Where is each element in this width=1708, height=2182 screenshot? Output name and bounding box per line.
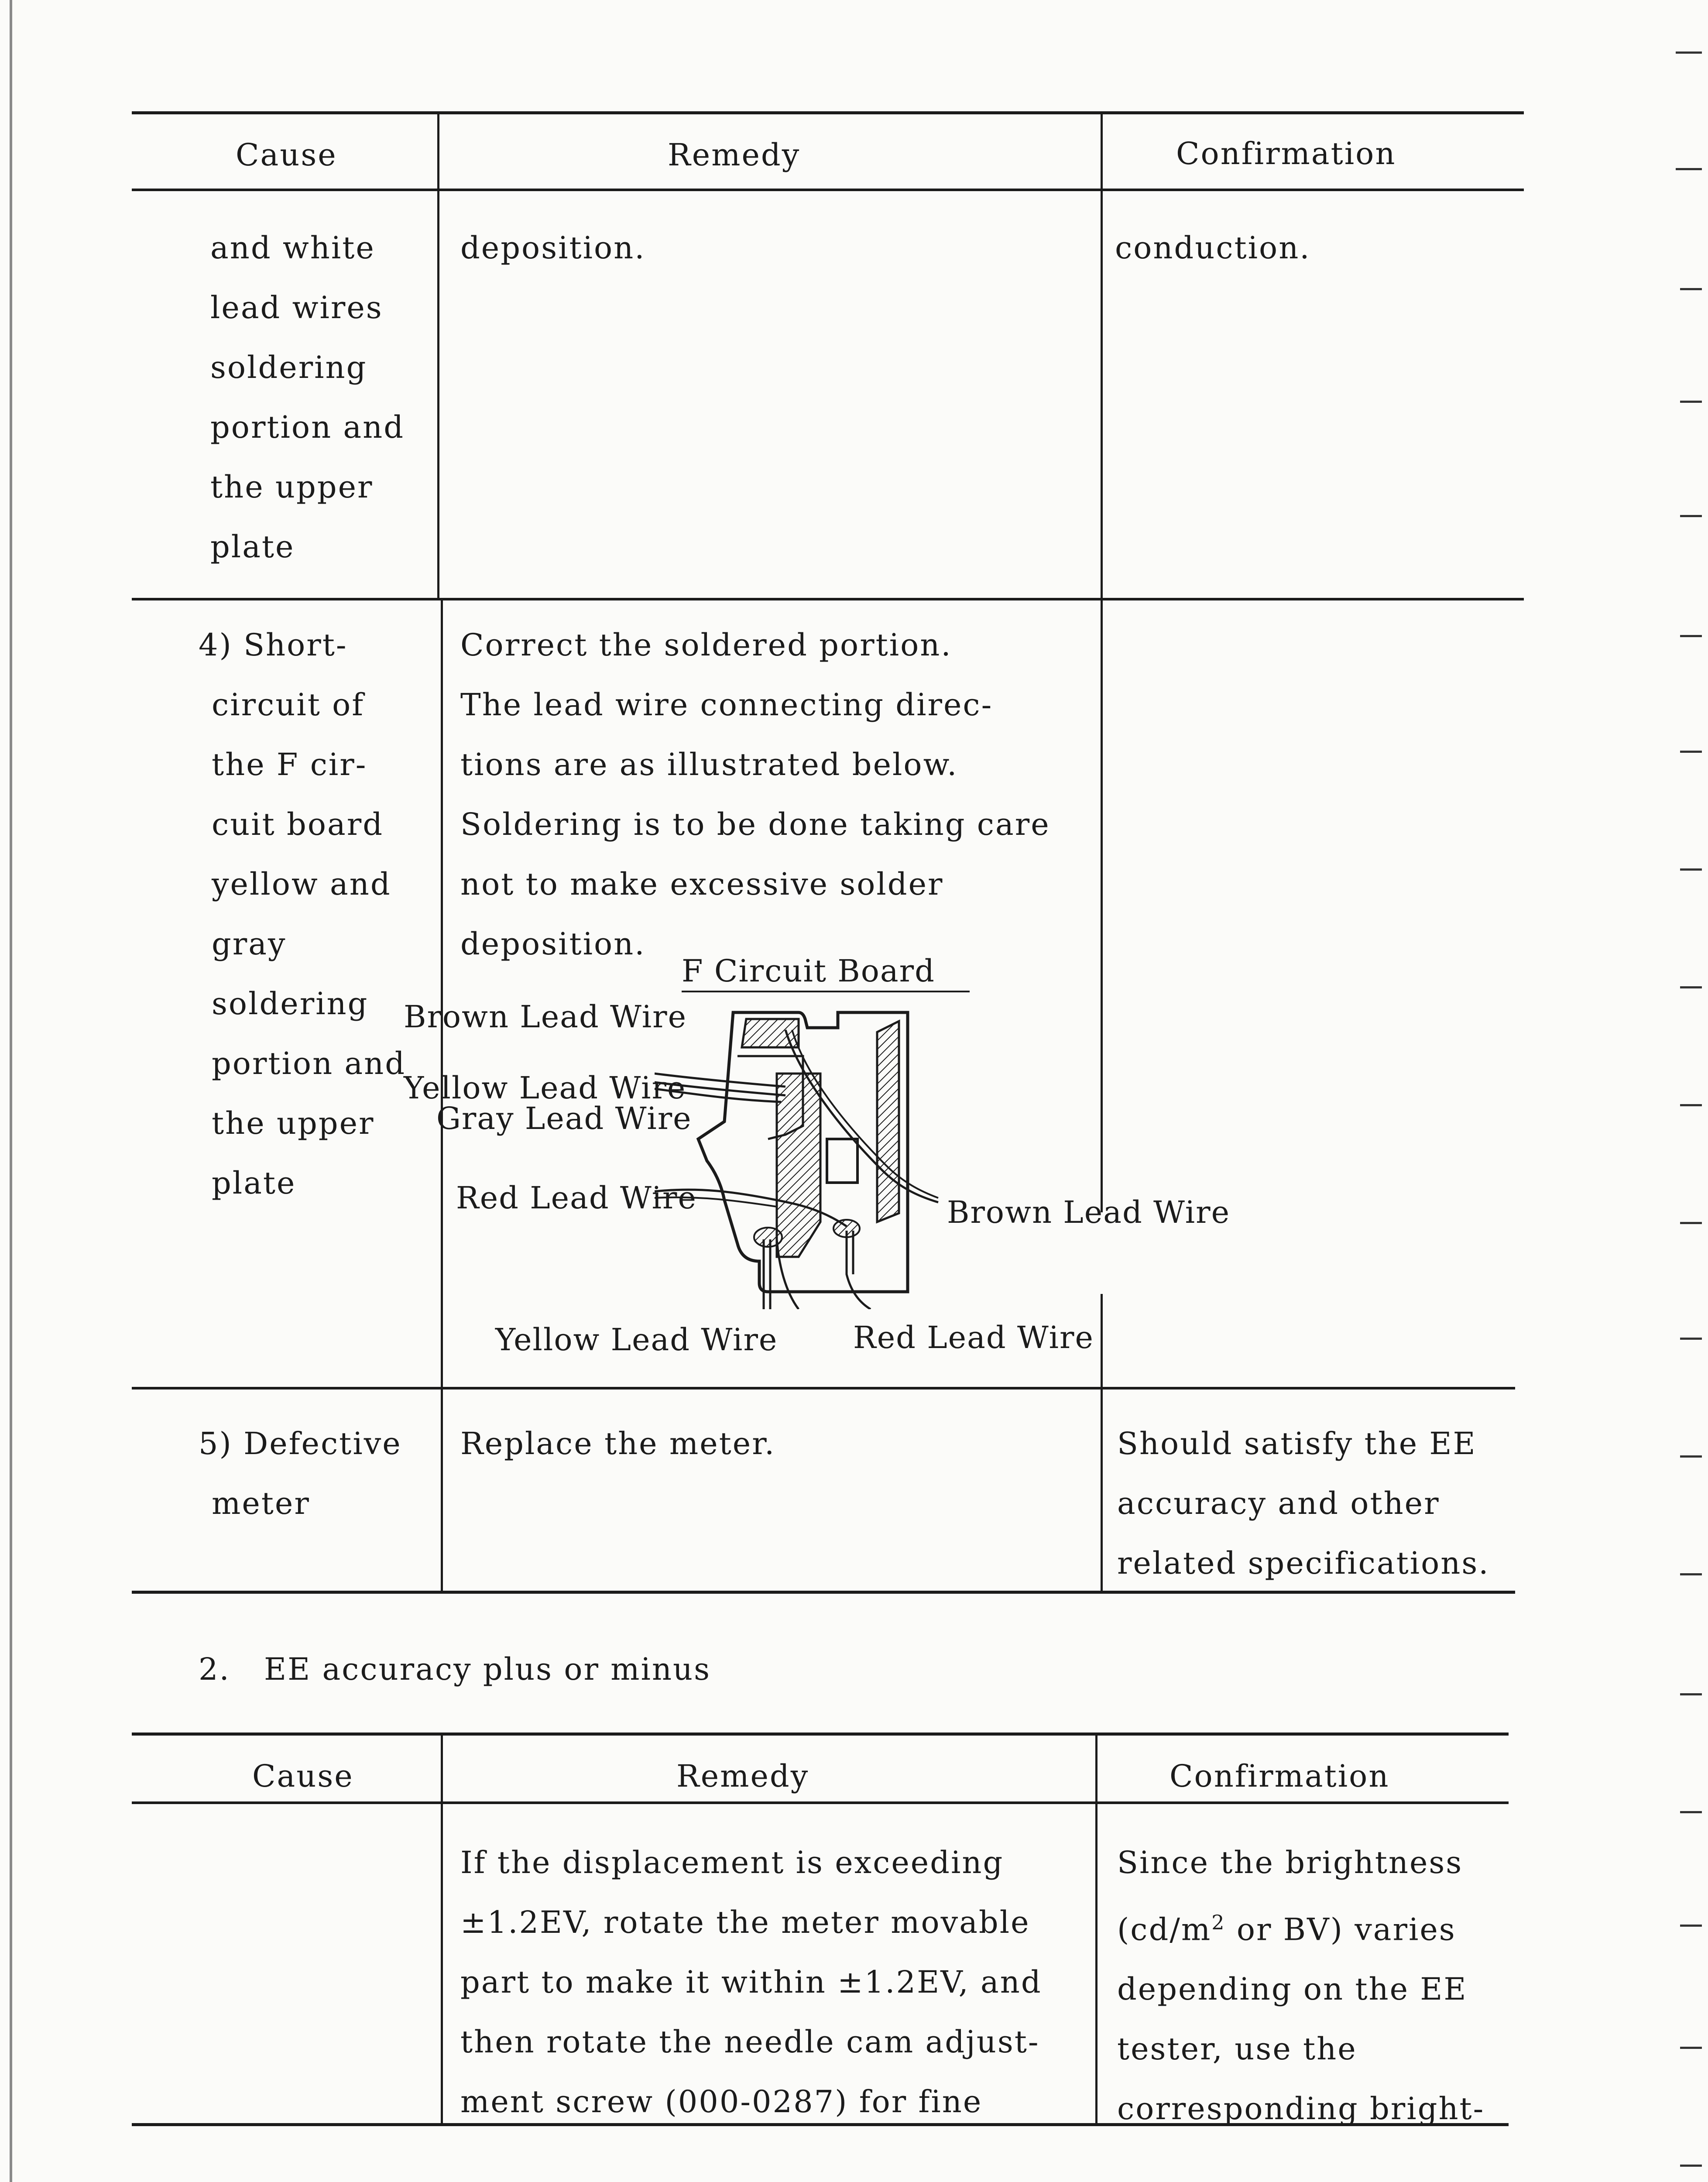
- remedy-line: tions are as illustrated below.: [460, 747, 958, 782]
- table-2-header-rule: [132, 1801, 1509, 1804]
- cause-line: the upper: [210, 469, 374, 505]
- confirmation-line: depending on the EE: [1117, 1971, 1468, 2007]
- table-1-row-rule: [132, 1387, 1515, 1389]
- table-1-col-rule: [437, 113, 439, 599]
- remedy-line: Soldering is to be done taking care: [460, 806, 1050, 842]
- scan-left-edge: [10, 0, 12, 2182]
- cause-line: plate: [212, 1165, 296, 1201]
- binding-mark: [1680, 1693, 1702, 1695]
- cause-line: soldering: [212, 986, 369, 1022]
- label-red-lead-wire-left: Red Lead Wire: [456, 1180, 697, 1216]
- confirmation-text: (cd/m: [1117, 1911, 1212, 1948]
- confirmation-line: accuracy and other: [1117, 1486, 1440, 1521]
- binding-mark: [1680, 515, 1702, 517]
- remedy-cell: [460, 615, 1050, 974]
- confirmation-cell: [1117, 1833, 1485, 2139]
- table-2-header-remedy: Remedy: [676, 1758, 809, 1794]
- cause-line: soldering: [210, 350, 367, 385]
- remedy-line: deposition.: [460, 230, 646, 266]
- cause-line: portion and: [210, 409, 405, 445]
- table-2-top-rule: [132, 1733, 1509, 1736]
- table-2-header-cause: Cause: [252, 1758, 354, 1794]
- confirmation-line: corresponding bright-: [1117, 2091, 1485, 2127]
- cause-line: lead wires: [210, 290, 383, 326]
- remedy-line: ment screw (000-0287) for fine: [460, 2084, 983, 2120]
- table-1-col-rule: [1101, 599, 1103, 1212]
- circuit-board-drawing: [655, 995, 960, 1309]
- binding-mark: [1680, 2047, 1702, 2049]
- remedy-line: The lead wire connecting direc-: [460, 687, 993, 723]
- confirmation-cell: [1115, 218, 1311, 278]
- confirmation-text: or BV) varies: [1225, 1911, 1456, 1948]
- binding-mark: [1680, 635, 1702, 637]
- confirmation-cell: [1117, 1414, 1490, 1593]
- binding-mark: [1680, 401, 1702, 403]
- label-yellow-lead-wire-left: Yellow Lead Wire: [404, 1070, 686, 1106]
- remedy-cell: [460, 1833, 1042, 2132]
- section-number: 2.: [199, 1651, 230, 1687]
- cause-line: the F cir-: [212, 747, 367, 782]
- table-2-col-rule: [441, 1734, 443, 2125]
- binding-mark: [1676, 168, 1702, 170]
- cause-line: yellow and: [212, 866, 391, 902]
- table-1-col-rule: [1101, 113, 1103, 599]
- binding-mark: [1680, 1338, 1702, 1340]
- cause-cell: [210, 218, 405, 577]
- confirmation-line: Since the brightness: [1117, 1845, 1463, 1880]
- remedy-line: Correct the soldered portion.: [460, 627, 952, 663]
- label-brown-lead-wire-right: Brown Lead Wire: [947, 1194, 1230, 1230]
- binding-mark: [1680, 868, 1702, 871]
- table-1-col-rule: [1101, 1294, 1103, 1593]
- binding-mark: [1680, 986, 1702, 988]
- table-1-header-rule: [132, 189, 1524, 191]
- table-2-header-confirmation: Confirmation: [1170, 1758, 1390, 1794]
- cause-line: portion and: [212, 1046, 406, 1081]
- label-gray-lead-wire-left: Gray Lead Wire: [436, 1101, 692, 1136]
- binding-mark: [1680, 1573, 1702, 1575]
- remedy-line: If the displacement is exceeding: [460, 1845, 1004, 1880]
- remedy-line: not to make excessive solder: [460, 866, 944, 902]
- cause-cell: [199, 1414, 402, 1534]
- remedy-line: then rotate the needle cam adjust-: [460, 2024, 1040, 2060]
- superscript-two: 2: [1211, 1911, 1226, 1934]
- cause-cell: [199, 615, 406, 1213]
- diagram-title: F Circuit Board: [682, 953, 935, 989]
- confirmation-line: related specifications.: [1117, 1545, 1490, 1581]
- binding-mark: [1680, 1222, 1702, 1224]
- binding-mark: [1680, 1104, 1702, 1106]
- cause-line: 5) Defective: [199, 1426, 402, 1462]
- table-2-col-rule: [1095, 1734, 1098, 2125]
- table-1-header-remedy: Remedy: [668, 137, 801, 173]
- label-red-lead-wire-bottom: Red Lead Wire: [853, 1320, 1094, 1355]
- remedy-line: part to make it within ±1.2EV, and: [460, 1964, 1042, 2000]
- table-1-row-rule: [132, 598, 1524, 600]
- remedy-line: ±1.2EV, rotate the meter movable: [460, 1904, 1030, 1940]
- section-heading: EE accuracy plus or minus: [264, 1651, 711, 1687]
- binding-mark: [1680, 1455, 1702, 1458]
- cause-line: cuit board: [212, 806, 384, 842]
- cause-line: plate: [210, 529, 295, 565]
- confirmation-line: [1117, 1893, 1485, 1959]
- confirmation-line: conduction.: [1115, 230, 1311, 266]
- remedy-line: Replace the meter.: [460, 1426, 776, 1462]
- cause-line: the upper: [212, 1105, 375, 1141]
- table-1-header-confirmation: Confirmation: [1176, 136, 1396, 172]
- remedy-line: deposition.: [460, 926, 646, 962]
- binding-mark: [1680, 288, 1702, 290]
- label-yellow-lead-wire-bottom: Yellow Lead Wire: [495, 1322, 778, 1358]
- table-1-top-rule: [132, 111, 1524, 114]
- cause-line: meter: [212, 1486, 310, 1521]
- label-brown-lead-wire-top: Brown Lead Wire: [404, 999, 687, 1035]
- binding-mark: [1676, 51, 1702, 54]
- table-1-header-cause: Cause: [236, 137, 337, 173]
- binding-mark: [1680, 751, 1702, 753]
- confirmation-line: Should satisfy the EE: [1117, 1426, 1477, 1462]
- diagram-title-underline: [682, 991, 970, 992]
- confirmation-line: tester, use the: [1117, 2031, 1357, 2067]
- remedy-cell: [460, 218, 646, 278]
- binding-mark: [1680, 1811, 1702, 1813]
- binding-mark: [1680, 2165, 1702, 2167]
- cause-line: 4) Short-: [199, 627, 348, 663]
- cause-line: gray: [212, 926, 287, 962]
- binding-mark: [1680, 1925, 1702, 1927]
- cause-line: circuit of: [212, 687, 365, 723]
- remedy-cell: [460, 1414, 775, 1474]
- cause-line: and white: [210, 230, 375, 266]
